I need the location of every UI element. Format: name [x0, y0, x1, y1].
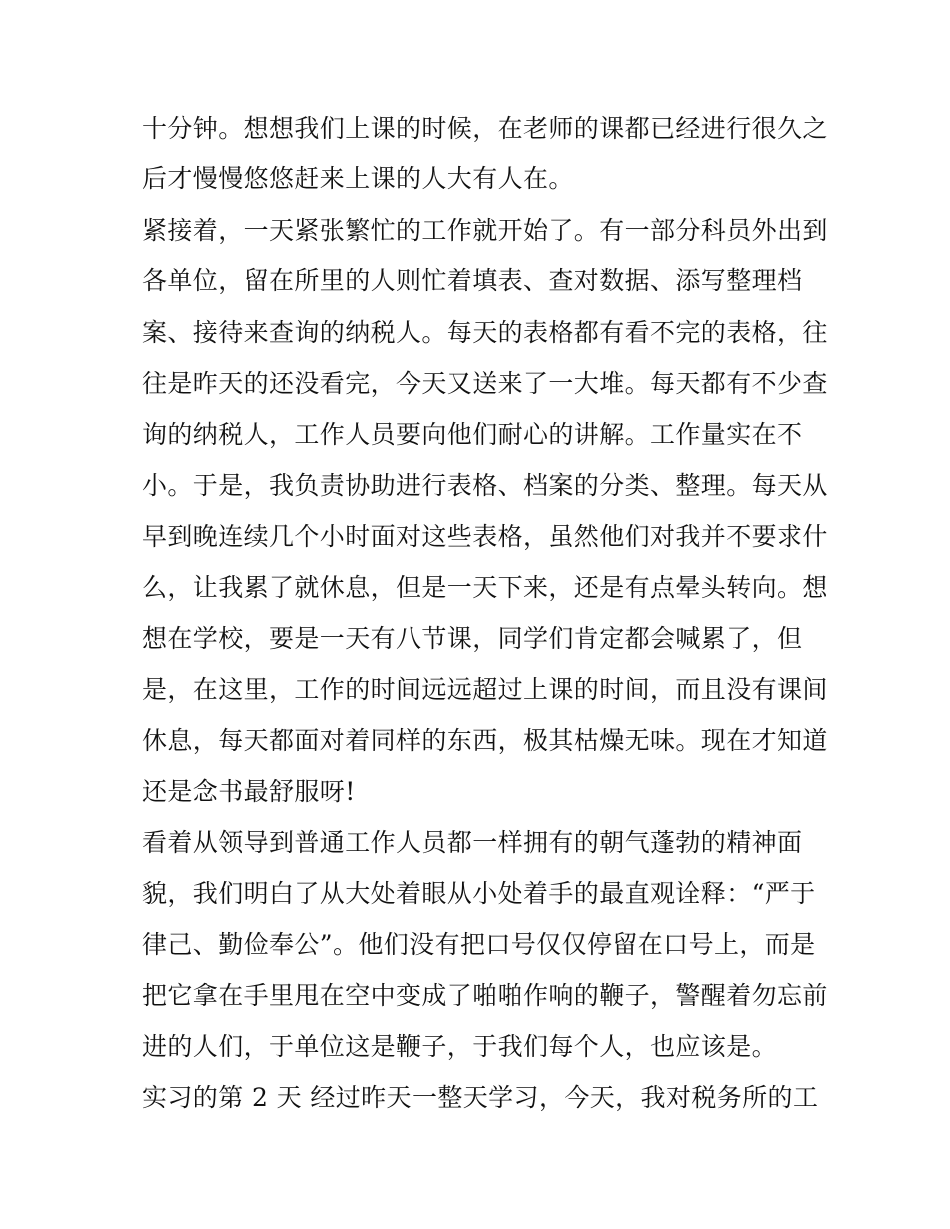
text-line: 进的人们，于单位这是鞭子，于我们每个人，也应该是。 — [142, 1032, 778, 1061]
text-line: 各单位，留在所里的人则忙着填表、查对数据、添写整理档 — [142, 266, 803, 295]
text-line: 十分钟。想想我们上课的时候，在老师的课都已经进行很久之 — [142, 114, 828, 143]
text-line: 看着从领导到普通工作人员都一样拥有的朝气蓬勃的精神面 — [142, 828, 803, 857]
text-line: 询的纳税人，工作人员要向他们耐心的讲解。工作量实在不 — [142, 420, 803, 449]
text-line: 想在学校，要是一天有八节课，同学们肯定都会喊累了，但 — [142, 624, 803, 653]
text-line: 小。于是，我负责协助进行表格、档案的分类、整理。每天从 — [142, 471, 828, 500]
text-line: 律己、勤俭奉公”。他们没有把口号仅仅停留在口号上，而是 — [142, 930, 816, 959]
text-line: 紧接着，一天紧张繁忙的工作就开始了。有一部分科员外出到 — [142, 216, 828, 245]
text-line: 是，在这里，工作的时间远远超过上课的时间，而且没有课间 — [142, 675, 828, 704]
text-line: 貌，我们明白了从大处着眼从小处着手的最直观诠释：“严于 — [142, 879, 816, 908]
text-line: 把它拿在手里甩在空中变成了啪啪作响的鞭子，警醒着勿忘前 — [142, 981, 828, 1010]
text-line: 还是念书最舒服呀! — [142, 777, 356, 806]
text-line: 休息，每天都面对着同样的东西，极其枯燥无味。现在才知道 — [142, 726, 828, 755]
text-line: 案、接待来查询的纳税人。每天的表格都有看不完的表格，往 — [142, 318, 828, 347]
text-line: 往是昨天的还没看完，今天又送来了一大堆。每天都有不少查 — [142, 369, 828, 398]
text-line: 么，让我累了就休息，但是一天下来，还是有点晕头转向。想 — [142, 573, 828, 602]
text-line: 后才慢慢悠悠赶来上课的人大有人在。 — [142, 164, 574, 193]
text-line: 实习的第 2 天 经过昨天一整天学习，今天，我对税务所的工 — [142, 1083, 819, 1112]
text-line: 早到晚连续几个小时面对这些表格，虽然他们对我并不要求什 — [142, 522, 828, 551]
